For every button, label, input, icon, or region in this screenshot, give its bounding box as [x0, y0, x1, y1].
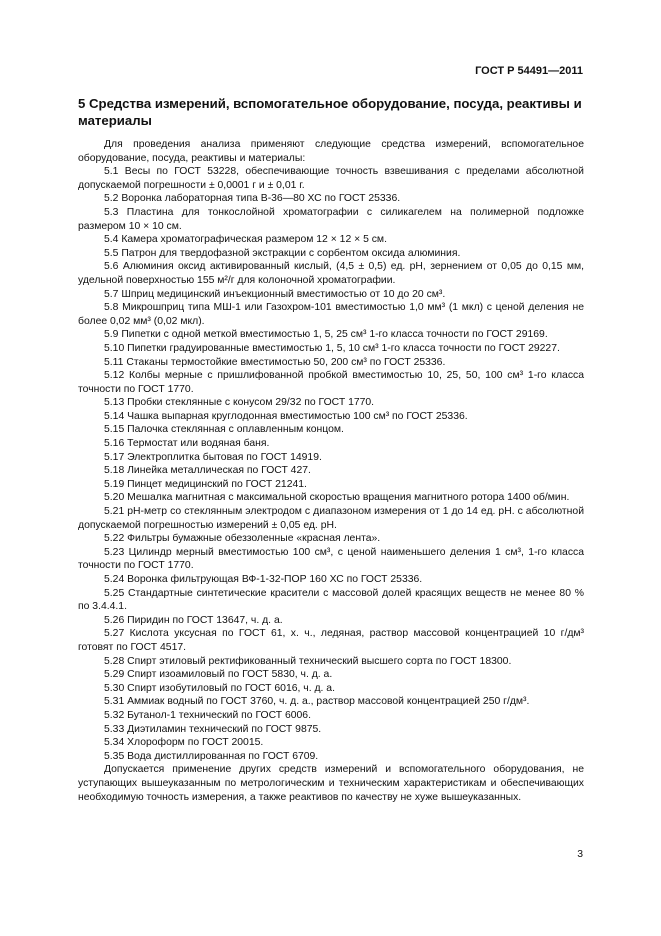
list-item: 5.4 Камера хроматографическая размером 12 × 12 × 5 см.: [104, 234, 387, 246]
list-item: 5.28 Спирт этиловый ректификованный технический высшего сорта по ГОСТ 18300.: [104, 655, 512, 667]
page-number: 3: [577, 849, 583, 860]
list-item: 5.18 Линейка металлическая по ГОСТ 427.: [104, 465, 311, 477]
list-item: 5.35 Вода дистиллированная по ГОСТ 6709.: [104, 750, 319, 762]
list-item: 5.26 Пиридин по ГОСТ 13647, ч. д. а.: [104, 614, 283, 626]
list-item: 5.27 Кислота уксусная по ГОСТ 61, х. ч., ледяная, раствор массовой концентрацией 10 г/дм³ готовят по ГОСТ 4517.: [78, 628, 584, 653]
list-item: 5.21 pH-метр со стеклянным электродом с диапазоном измерения от 1 до 14 ед. pH. с абсолютной допускаемой погрешностью измерений ± 0,05 ед. pH.: [78, 506, 584, 531]
list-item: 5.5 Патрон для твердофазной экстракции с сорбентом оксида алюминия.: [104, 247, 461, 259]
list-item: 5.12 Колбы мерные с пришлифованной пробкой вместимостью 10, 25, 50, 100 см³ 1-го класса точности по ГОСТ 1770.: [78, 370, 584, 395]
list-item: 5.29 Спирт изоамиловый по ГОСТ 5830, ч. д. а.: [104, 669, 333, 681]
list-item: 5.19 Пинцет медицинский по ГОСТ 21241.: [104, 478, 307, 490]
section-body: [78, 138, 584, 804]
list-item: 5.1 Весы по ГОСТ 53228, обеспечивающие точность взвешивания с пределами абсолютной допускаемой погрешности ± 0,0001 г и ± 0,01 г.: [78, 166, 584, 191]
list-item: 5.23 Цилиндр мерный вместимостью 100 см³, с ценой наименьшего деления 1 см³, 1-го класса точности по ГОСТ 1770.: [78, 546, 584, 572]
list-item: 5.13 Пробки стеклянные с конусом 29/32 по ГОСТ 1770.: [104, 397, 375, 409]
items-list: [78, 165, 584, 763]
list-item: 5.9 Пипетки с одной меткой вместимостью 1, 5, 25 см³ 1-го класса точности по ГОСТ 29169.: [104, 329, 548, 341]
list-item: 5.32 Бутанол-1 технический по ГОСТ 6006.: [104, 709, 311, 721]
list-item: 5.14 Чашка выпарная круглодонная вместимостью 100 см³ по ГОСТ 25336.: [104, 410, 468, 422]
list-item: 5.34 Хлороформ по ГОСТ 20015.: [104, 737, 264, 749]
list-item: 5.6 Алюминия оксид активированный кислый, (4,5 ± 0,5) ед. pH, зернением от 0,05 до 0,15 мм, удельной поверхностью 155 м²/г для колоночной хроматографии.: [78, 261, 584, 286]
list-item: 5.24 Воронка фильтрующая ВФ-1-32-ПОР 160 ХС по ГОСТ 25336.: [104, 574, 423, 585]
section-title: 5 Средства измерений, вспомогательное оборудование, посуда, реактивы и материалы: [78, 96, 582, 128]
list-item: 5.25 Стандартные синтетические красители с массовой долей красящих веществ не менее 80 % по 3.4.4.1.: [78, 587, 584, 613]
list-item: 5.31 Аммиак водный по ГОСТ 3760, ч. д. а., раствор массовой концентрацией 250 г/дм³.: [104, 696, 530, 708]
list-item: 5.8 Микрошприц типа МШ-1 или Газохром-101 вместимостью 1,0 мм³ (1 мкл) с ценой деления не более 0,02 мм³ (0,02 мкл).: [78, 302, 584, 327]
list-item: 5.10 Пипетки градуированные вместимостью 1, 5, 10 см³ 1-го класса точности по ГОСТ 29227.: [104, 342, 560, 354]
list-item: 5.3 Пластина для тонкослойной хроматографии с силикагелем на полимерной подложке размером 10 × 10 см.: [78, 206, 584, 232]
list-item: 5.20 Мешалка магнитная с максимальной скоростью вращения магнитного ротора 1400 об/мин.: [104, 492, 570, 504]
list-item: 5.33 Диэтиламин технический по ГОСТ 9875.: [104, 723, 322, 735]
list-item: 5.17 Электроплитка бытовая по ГОСТ 14919.: [104, 451, 322, 463]
list-item: 5.2 Воронка лабораторная типа В-36—80 ХС по ГОСТ 25336.: [104, 193, 401, 205]
list-item: 5.22 Фильтры бумажные обеззоленные «красная лента».: [104, 533, 381, 545]
list-item: 5.7 Шприц медицинский инъекционный вместимостью от 10 до 20 см³.: [104, 288, 446, 300]
closing-paragraph: Допускается применение других средств измерений и вспомогательного оборудования, не уступающих вышеуказанным по метрологическим и техническим характеристикам и обеспечивающих необходимую точность измерения, а также реактивов по качеству не хуже вышеуказанных.: [78, 764, 584, 803]
list-item: 5.30 Спирт изобутиловый по ГОСТ 6016, ч. д. а.: [104, 682, 335, 694]
document-code: ГОСТ Р 54491—2011: [475, 65, 583, 77]
section-intro: Для проведения анализа применяют следующие средства измерений, вспомогательное оборудование, посуда, реактивы и материалы:: [78, 139, 584, 164]
list-item: 5.16 Термостат или водяная баня.: [104, 438, 270, 450]
list-item: 5.15 Палочка стеклянная с оплавленным концом.: [104, 424, 344, 436]
list-item: 5.11 Стаканы термостойкие вместимостью 50, 200 см³ по ГОСТ 25336.: [104, 356, 446, 368]
